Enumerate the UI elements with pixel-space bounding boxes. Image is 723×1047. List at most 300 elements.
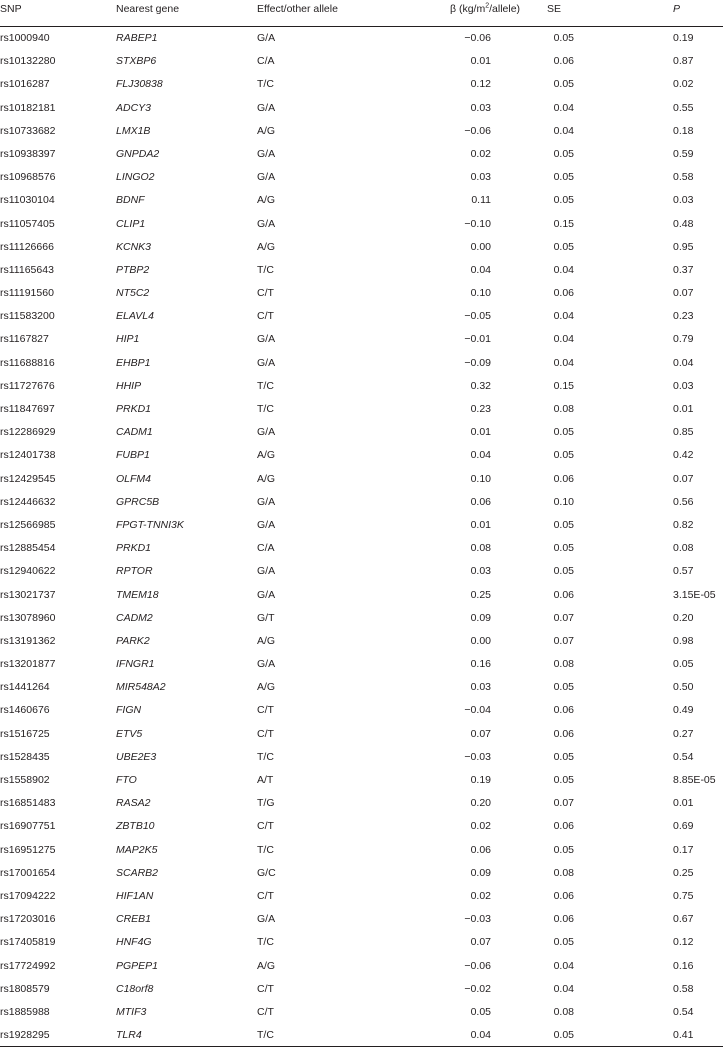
cell-effect-allele: C/T — [257, 704, 274, 717]
cell-p-value: 0.98 — [673, 634, 694, 647]
cell-nearest-gene: HIP1 — [116, 333, 140, 346]
cell-p-value: 0.57 — [673, 565, 694, 578]
cell-nearest-gene: LMX1B — [116, 124, 151, 137]
cell-beta: 0.00 — [470, 240, 491, 253]
cell-beta: −0.02 — [464, 982, 491, 995]
table-row — [0, 815, 723, 838]
cell-p-value: 0.12 — [673, 936, 694, 949]
cell-beta: −0.10 — [464, 217, 491, 230]
cell-p-value: 0.07 — [673, 472, 694, 485]
cell-p-value: 0.58 — [673, 171, 694, 184]
table-row — [0, 120, 723, 143]
cell-snp: rs16907751 — [0, 820, 56, 833]
cell-nearest-gene: FLJ30838 — [116, 78, 163, 91]
cell-se: 0.07 — [553, 634, 574, 647]
cell-effect-allele: G/A — [257, 426, 276, 439]
cell-nearest-gene: UBE2E3 — [116, 750, 157, 763]
table-row — [0, 885, 723, 908]
cell-nearest-gene: EHBP1 — [116, 356, 151, 369]
cell-nearest-gene: CLIP1 — [116, 217, 146, 230]
cell-se: 0.15 — [553, 217, 574, 230]
table-row — [0, 491, 723, 514]
cell-se: 0.06 — [553, 472, 574, 485]
cell-p-value: 0.49 — [673, 704, 694, 717]
cell-beta: 0.10 — [470, 287, 491, 300]
table-row — [0, 166, 723, 189]
table-row — [0, 955, 723, 978]
cell-snp: rs12401738 — [0, 449, 56, 462]
table-row — [0, 560, 723, 583]
cell-se: 0.05 — [553, 750, 574, 763]
table-row — [0, 908, 723, 931]
cell-se: 0.04 — [553, 124, 574, 137]
cell-beta: −0.09 — [464, 356, 491, 369]
cell-se: 0.07 — [553, 611, 574, 624]
cell-se: 0.05 — [553, 426, 574, 439]
cell-p-value: 0.54 — [673, 750, 694, 763]
table-body — [0, 27, 723, 1047]
cell-se: 0.04 — [553, 356, 574, 369]
cell-se: 0.04 — [553, 101, 574, 114]
cell-effect-allele: G/T — [257, 611, 275, 624]
cell-effect-allele: T/C — [257, 78, 274, 91]
table-row — [0, 143, 723, 166]
cell-beta: 0.05 — [470, 1005, 491, 1018]
cell-beta: 0.04 — [470, 1029, 491, 1042]
cell-p-value: 0.23 — [673, 310, 694, 323]
header-se: SE — [547, 3, 562, 15]
cell-nearest-gene: C18orf8 — [116, 982, 154, 995]
cell-effect-allele: G/A — [257, 913, 276, 926]
cell-snp: rs1808579 — [0, 982, 50, 995]
cell-effect-allele: C/T — [257, 820, 274, 833]
cell-snp: rs17203016 — [0, 913, 56, 926]
cell-se: 0.05 — [553, 843, 574, 856]
cell-nearest-gene: ELAVL4 — [116, 310, 154, 323]
cell-nearest-gene: CADM2 — [116, 611, 153, 624]
cell-nearest-gene: PRKD1 — [116, 403, 152, 415]
cell-beta: −0.01 — [464, 333, 491, 346]
cell-snp: rs1016287 — [0, 78, 50, 91]
cell-p-value: 0.50 — [673, 681, 694, 694]
cell-beta: 0.09 — [470, 866, 491, 879]
cell-beta: −0.03 — [464, 913, 491, 926]
cell-nearest-gene: STXBP6 — [116, 55, 157, 68]
cell-se: 0.08 — [553, 403, 574, 415]
cell-effect-allele: C/T — [257, 310, 274, 323]
cell-nearest-gene: RASA2 — [116, 797, 151, 810]
cell-p-value: 0.42 — [673, 449, 694, 462]
cell-se: 0.05 — [553, 565, 574, 578]
cell-se: 0.05 — [553, 542, 574, 555]
table-row — [0, 50, 723, 73]
cell-effect-allele: A/G — [257, 194, 276, 207]
cell-effect-allele: A/G — [257, 240, 276, 253]
cell-beta: 0.01 — [470, 55, 491, 68]
cell-snp: rs13078960 — [0, 611, 56, 624]
cell-snp: rs17405819 — [0, 936, 56, 949]
cell-effect-allele: G/A — [257, 565, 276, 578]
cell-p-value: 0.75 — [673, 889, 694, 902]
cell-se: 0.05 — [553, 681, 574, 694]
cell-se: 0.05 — [553, 936, 574, 949]
cell-effect-allele: G/A — [257, 518, 276, 531]
cell-p-value: 0.08 — [673, 542, 694, 555]
cell-beta: −0.05 — [464, 310, 491, 323]
cell-nearest-gene: IFNGR1 — [116, 658, 155, 671]
cell-nearest-gene: FPGT-TNNI3K — [116, 518, 184, 531]
cell-nearest-gene: KCNK3 — [116, 240, 152, 253]
cell-p-value: 0.87 — [673, 55, 694, 68]
cell-p-value: 0.48 — [673, 217, 694, 230]
cell-beta: 0.01 — [470, 518, 491, 531]
cell-p-value: 0.19 — [673, 32, 694, 44]
cell-effect-allele: G/A — [257, 356, 276, 369]
cell-effect-allele: G/A — [257, 32, 276, 44]
cell-se: 0.05 — [553, 78, 574, 91]
cell-effect-allele: G/A — [257, 658, 276, 671]
table-header — [0, 0, 723, 27]
cell-beta: 0.00 — [470, 634, 491, 647]
cell-p-value: 0.67 — [673, 913, 694, 926]
cell-p-value: 0.82 — [673, 518, 694, 531]
header-beta-suffix: /allele) — [489, 3, 521, 15]
cell-effect-allele: C/T — [257, 982, 274, 995]
cell-se: 0.05 — [553, 32, 574, 44]
cell-p-value: 0.01 — [673, 797, 694, 810]
cell-beta: 0.02 — [470, 147, 491, 160]
cell-effect-allele: T/C — [257, 403, 274, 415]
table-row — [0, 931, 723, 954]
header-beta-superscript: 2 — [485, 2, 490, 10]
cell-p-value: 0.02 — [673, 78, 694, 91]
cell-p-value: 0.20 — [673, 611, 694, 624]
cell-nearest-gene: OLFM4 — [116, 472, 152, 485]
cell-snp: rs11191560 — [0, 287, 54, 300]
cell-nearest-gene: FUBP1 — [116, 449, 150, 462]
cell-snp: rs12286929 — [0, 426, 56, 439]
cell-snp: rs10938397 — [0, 147, 56, 160]
table-row — [0, 73, 723, 96]
cell-beta: 0.09 — [470, 611, 491, 624]
cell-effect-allele: G/A — [257, 588, 276, 601]
cell-beta: 0.03 — [470, 681, 491, 694]
cell-beta: 0.10 — [470, 472, 491, 485]
cell-snp: rs13191362 — [0, 634, 56, 647]
cell-beta: 0.04 — [470, 449, 491, 462]
cell-p-value: 0.25 — [673, 866, 694, 879]
cell-p-value: 0.04 — [673, 356, 694, 369]
cell-snp: rs1928295 — [0, 1029, 50, 1042]
cell-snp: rs1460676 — [0, 704, 50, 717]
cell-se: 0.05 — [553, 774, 574, 786]
table-row — [0, 653, 723, 676]
cell-effect-allele: G/A — [257, 171, 276, 184]
cell-beta: 0.25 — [470, 588, 491, 601]
table-row — [0, 352, 723, 375]
cell-nearest-gene: PARK2 — [116, 634, 150, 647]
cell-beta: 0.02 — [470, 889, 491, 902]
cell-snp: rs12429545 — [0, 472, 56, 485]
cell-nearest-gene: SCARB2 — [116, 866, 159, 879]
cell-effect-allele: T/C — [257, 936, 274, 949]
cell-effect-allele: C/A — [257, 55, 275, 68]
table-row — [0, 699, 723, 722]
cell-beta: 0.06 — [470, 495, 491, 508]
cell-p-value: 0.03 — [673, 194, 694, 207]
cell-beta: 0.11 — [471, 194, 491, 207]
cell-snp: rs11583200 — [0, 310, 55, 323]
cell-snp: rs11688816 — [0, 356, 55, 369]
cell-snp: rs11126666 — [0, 240, 54, 253]
cell-snp: rs1885988 — [0, 1005, 50, 1018]
cell-se: 0.04 — [553, 310, 574, 323]
cell-effect-allele: A/G — [257, 124, 276, 137]
cell-nearest-gene: TLR4 — [116, 1029, 142, 1042]
cell-nearest-gene: CADM1 — [116, 426, 153, 439]
header-nearest-gene: Nearest gene — [116, 3, 180, 15]
cell-se: 0.15 — [553, 379, 574, 392]
cell-snp: rs12566985 — [0, 518, 56, 531]
cell-snp: rs17001654 — [0, 866, 56, 879]
cell-nearest-gene: GPRC5B — [116, 495, 160, 508]
cell-effect-allele: T/C — [257, 750, 274, 763]
cell-beta: 0.32 — [470, 379, 491, 392]
table-row — [0, 584, 723, 607]
cell-se: 0.08 — [553, 658, 574, 671]
cell-p-value: 0.37 — [673, 263, 694, 276]
cell-se: 0.08 — [553, 866, 574, 879]
cell-snp: rs11057405 — [0, 217, 55, 230]
cell-p-value: 0.18 — [673, 124, 694, 137]
cell-snp: rs1516725 — [0, 727, 50, 740]
cell-nearest-gene: ZBTB10 — [116, 820, 155, 833]
cell-beta: 0.07 — [470, 727, 491, 740]
cell-se: 0.05 — [553, 147, 574, 160]
cell-nearest-gene: ADCY3 — [116, 101, 152, 114]
cell-p-value: 0.41 — [673, 1029, 694, 1042]
cell-nearest-gene: CREB1 — [116, 913, 152, 926]
cell-p-value: 0.79 — [673, 333, 694, 346]
cell-effect-allele: T/C — [257, 843, 274, 856]
cell-nearest-gene: PTBP2 — [116, 263, 150, 276]
cell-snp: rs11165643 — [0, 263, 54, 276]
table-row — [0, 259, 723, 282]
cell-p-value: 0.59 — [673, 147, 694, 160]
table-row — [0, 444, 723, 467]
table-row — [0, 862, 723, 885]
cell-effect-allele: A/G — [257, 959, 276, 972]
cell-nearest-gene: RABEP1 — [116, 32, 158, 44]
cell-effect-allele: G/A — [257, 495, 276, 508]
table-row — [0, 328, 723, 351]
cell-beta: 0.03 — [470, 565, 491, 578]
cell-beta: 0.08 — [470, 542, 491, 555]
table-row — [0, 213, 723, 236]
cell-snp: rs1167827 — [0, 333, 49, 346]
cell-se: 0.05 — [553, 194, 574, 207]
cell-nearest-gene: HNF4G — [116, 936, 152, 949]
table-row — [0, 1001, 723, 1024]
table-row — [0, 676, 723, 699]
cell-snp: rs13021737 — [0, 588, 56, 601]
cell-beta: 0.02 — [470, 820, 491, 833]
cell-snp: rs13201877 — [0, 658, 56, 671]
cell-effect-allele: A/G — [257, 449, 276, 462]
cell-snp: rs16851483 — [0, 797, 56, 810]
cell-beta: −0.06 — [464, 959, 491, 972]
cell-effect-allele: C/A — [257, 542, 275, 555]
table-row — [0, 375, 723, 398]
cell-p-value: 0.58 — [673, 982, 694, 995]
cell-nearest-gene: PGPEP1 — [116, 959, 159, 972]
table-row — [0, 537, 723, 560]
table-row — [0, 421, 723, 444]
cell-se: 0.06 — [553, 889, 574, 902]
cell-p-value: 0.16 — [673, 959, 694, 972]
cell-effect-allele: C/T — [257, 727, 274, 740]
cell-p-value: 0.07 — [673, 287, 694, 300]
header-snp: SNP — [0, 3, 22, 15]
cell-se: 0.06 — [553, 913, 574, 926]
cell-se: 0.06 — [553, 727, 574, 740]
table-row — [0, 398, 723, 421]
cell-p-value: 0.27 — [673, 727, 694, 740]
cell-effect-allele: A/T — [257, 774, 274, 786]
cell-p-value: 0.03 — [673, 379, 694, 392]
table-row — [0, 305, 723, 328]
cell-snp: rs12446632 — [0, 495, 56, 508]
cell-nearest-gene: PRKD1 — [116, 542, 152, 555]
cell-beta: 0.03 — [470, 101, 491, 114]
cell-effect-allele: C/T — [257, 1005, 274, 1018]
table-row — [0, 792, 723, 815]
cell-p-value: 0.69 — [673, 820, 694, 833]
cell-nearest-gene: RPTOR — [116, 565, 153, 578]
table-row — [0, 769, 723, 792]
cell-beta: −0.06 — [464, 32, 491, 44]
cell-nearest-gene: NT5C2 — [116, 287, 150, 300]
table-row — [0, 978, 723, 1001]
cell-beta: −0.04 — [464, 704, 491, 717]
table-row — [0, 27, 723, 50]
cell-snp: rs17094222 — [0, 889, 56, 902]
cell-se: 0.05 — [553, 240, 574, 253]
cell-se: 0.08 — [553, 1005, 574, 1018]
table-row — [0, 468, 723, 491]
cell-nearest-gene: ETV5 — [116, 727, 143, 740]
cell-effect-allele: T/G — [257, 797, 275, 810]
cell-nearest-gene: FTO — [116, 774, 137, 786]
cell-beta: 0.23 — [470, 403, 491, 415]
table-row — [0, 1024, 723, 1047]
cell-effect-allele: G/A — [257, 333, 276, 346]
cell-p-value: 0.56 — [673, 495, 694, 508]
cell-se: 0.04 — [553, 982, 574, 995]
cell-nearest-gene: GNPDA2 — [116, 147, 160, 160]
cell-se: 0.06 — [553, 704, 574, 717]
cell-effect-allele: C/T — [257, 287, 274, 300]
cell-nearest-gene: MAP2K5 — [116, 843, 158, 856]
cell-p-value: 0.17 — [673, 843, 694, 856]
cell-p-value: 0.55 — [673, 101, 694, 114]
cell-snp: rs10968576 — [0, 171, 56, 184]
cell-beta: −0.03 — [464, 750, 491, 763]
header-beta-prefix: β (kg/m — [450, 3, 486, 15]
cell-se: 0.07 — [553, 797, 574, 810]
cell-nearest-gene: BDNF — [116, 194, 145, 207]
cell-p-value: 3.15E-05 — [673, 588, 716, 601]
cell-p-value: 0.54 — [673, 1005, 694, 1018]
cell-effect-allele: G/A — [257, 217, 276, 230]
cell-effect-allele: G/A — [257, 147, 276, 160]
cell-beta: 0.12 — [470, 78, 491, 91]
cell-effect-allele: T/C — [257, 379, 274, 392]
table-row — [0, 189, 723, 212]
cell-se: 0.06 — [553, 287, 574, 300]
cell-effect-allele: T/C — [257, 1029, 274, 1042]
cell-se: 0.05 — [553, 449, 574, 462]
cell-se: 0.05 — [553, 1029, 574, 1042]
cell-effect-allele: A/G — [257, 472, 276, 485]
cell-snp: rs10182181 — [0, 101, 56, 114]
cell-snp: rs17724992 — [0, 959, 56, 972]
header-p: P — [673, 3, 681, 15]
cell-nearest-gene: FIGN — [116, 704, 142, 717]
cell-snp: rs1558902 — [0, 774, 50, 786]
cell-se: 0.04 — [553, 333, 574, 346]
cell-effect-allele: A/G — [257, 634, 276, 647]
cell-p-value: 8.85E-05 — [673, 774, 716, 786]
table-row — [0, 236, 723, 259]
cell-p-value: 0.01 — [673, 403, 694, 415]
cell-nearest-gene: MIR548A2 — [116, 681, 166, 694]
cell-snp: rs16951275 — [0, 843, 56, 856]
cell-p-value: 0.95 — [673, 240, 694, 253]
cell-beta: 0.04 — [470, 263, 491, 276]
cell-effect-allele: C/T — [257, 889, 274, 902]
cell-snp: rs1000940 — [0, 32, 50, 44]
cell-snp: rs11727676 — [0, 379, 55, 392]
cell-se: 0.06 — [553, 820, 574, 833]
table-row — [0, 607, 723, 630]
cell-effect-allele: T/C — [257, 263, 274, 276]
cell-p-value: 0.05 — [673, 658, 694, 671]
table-row — [0, 97, 723, 120]
cell-se: 0.06 — [553, 588, 574, 601]
cell-se: 0.05 — [553, 171, 574, 184]
cell-snp: rs10132280 — [0, 55, 56, 68]
cell-effect-allele: A/G — [257, 681, 276, 694]
cell-snp: rs1441264 — [0, 681, 50, 694]
cell-se: 0.06 — [553, 55, 574, 68]
table-row — [0, 723, 723, 746]
header-effect-allele: Effect/other allele — [257, 3, 338, 15]
cell-nearest-gene: HHIP — [116, 379, 142, 392]
cell-se: 0.05 — [553, 518, 574, 531]
table-row — [0, 282, 723, 305]
cell-nearest-gene: LINGO2 — [116, 171, 155, 184]
cell-snp: rs12885454 — [0, 542, 56, 555]
cell-se: 0.04 — [553, 263, 574, 276]
cell-nearest-gene: HIF1AN — [116, 889, 154, 902]
cell-snp: rs10733682 — [0, 124, 56, 137]
cell-beta: 0.19 — [470, 774, 491, 786]
cell-se: 0.10 — [553, 495, 574, 508]
cell-beta: 0.06 — [470, 843, 491, 856]
cell-nearest-gene: MTIF3 — [116, 1005, 147, 1018]
cell-snp: rs11030104 — [0, 194, 55, 207]
